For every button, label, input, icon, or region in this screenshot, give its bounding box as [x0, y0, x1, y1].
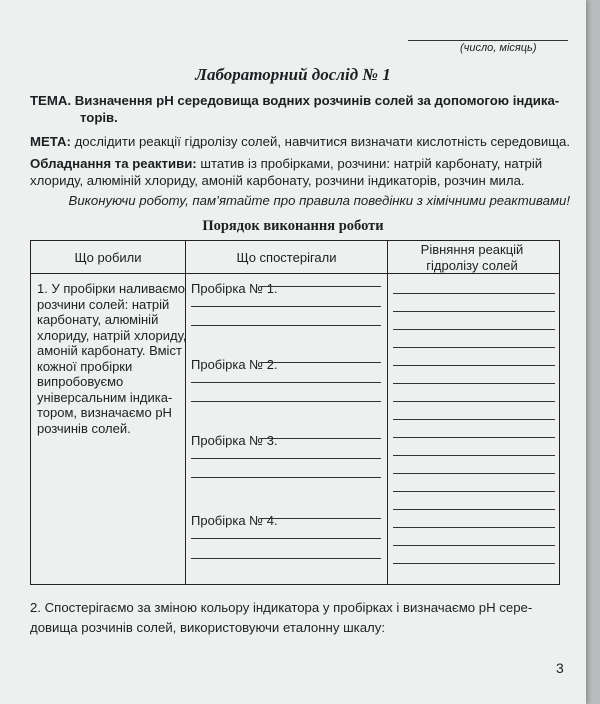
topic-text-line1: Визначення рН середовища водних розчинів солей за допомогою індика- — [74, 93, 560, 108]
equation-write-line[interactable] — [393, 365, 555, 366]
observation-write-line[interactable] — [191, 401, 381, 402]
observation-write-line[interactable] — [191, 306, 381, 307]
equation-write-line[interactable] — [393, 527, 555, 528]
tube-1-label: Пробірка № 1. — [191, 281, 278, 296]
equation-write-line[interactable] — [393, 455, 555, 456]
observation-write-line[interactable] — [191, 558, 381, 559]
observation-write-line[interactable] — [261, 438, 381, 439]
equation-write-line[interactable] — [393, 383, 555, 384]
topic-paragraph — [30, 92, 575, 126]
equation-write-line[interactable] — [393, 347, 555, 348]
equation-write-line[interactable] — [393, 401, 555, 402]
equation-write-line[interactable] — [393, 491, 555, 492]
equipment-paragraph — [30, 155, 575, 189]
goal-text: дослідити реакції гідролізу солей, навчитися визначати кислотність середовища. — [74, 134, 571, 149]
tube-3-label: Пробірка № 3. — [191, 433, 278, 448]
safety-warning: Виконуючи роботу, пам’ятайте про правила поведінки з хімічними реактивами! — [68, 193, 570, 208]
equation-write-line[interactable] — [393, 419, 555, 420]
equation-write-line[interactable] — [393, 545, 555, 546]
goal-label: МЕТА: — [30, 134, 71, 149]
observation-write-line[interactable] — [261, 362, 381, 363]
observation-write-line[interactable] — [191, 458, 381, 459]
header-what-done: Що робили — [74, 250, 142, 265]
page-title: Лабораторний дослід № 1 — [195, 65, 391, 84]
equation-write-line[interactable] — [393, 329, 555, 330]
equipment-text: штатив із пробірками, розчини: натрій карбонату, натрій хлориду, алюміній хлориду, амоній карбонату, розчини індикаторів, розчин мила. — [30, 156, 543, 188]
date-write-line[interactable] — [408, 40, 568, 41]
equation-write-line[interactable] — [393, 311, 555, 312]
tube-2-label: Пробірка № 2. — [191, 357, 278, 372]
procedure-table — [30, 240, 560, 585]
equation-write-line[interactable] — [393, 293, 555, 294]
observation-write-line[interactable] — [261, 518, 381, 519]
procedure-title: Порядок виконання роботи — [202, 218, 384, 234]
step-1-text: 1. У пробірки наливаємо розчини солей: натрій карбонату, алюміній хлориду, натрій хлориду, амоній карбонату. Вміст кожної пробірки випробовуємо універсальним індикатором, визначаємо рН розчинів солей. — [37, 281, 187, 436]
observation-write-line[interactable] — [191, 477, 381, 478]
equation-write-line[interactable] — [393, 473, 555, 474]
observation-write-line[interactable] — [191, 538, 381, 539]
header-equations: Рівняння реакцій гідролізу солей — [420, 242, 524, 273]
topic-text-line2: торів. — [80, 110, 118, 125]
observation-write-line[interactable] — [191, 382, 381, 383]
page-number: 3 — [556, 660, 564, 676]
step-2-text: 2. Спостерігаємо за зміною кольору індикатора у пробірках і визначаємо рН середовища розчинів солей, використовуючи еталонну шкалу: — [30, 600, 533, 635]
observation-write-line[interactable] — [191, 325, 381, 326]
date-caption: (число, місяць) — [460, 42, 537, 54]
tube-4-label: Пробірка № 4. — [191, 513, 278, 528]
equation-write-line[interactable] — [393, 437, 555, 438]
topic-label: ТЕМА. — [30, 93, 72, 108]
equation-write-line[interactable] — [393, 563, 555, 564]
observation-write-line[interactable] — [261, 286, 381, 287]
column-divider — [387, 241, 388, 584]
goal-paragraph — [30, 133, 575, 150]
equation-write-line[interactable] — [393, 509, 555, 510]
header-what-observed: Що спостерігали — [236, 250, 337, 265]
equipment-label: Обладнання та реактиви: — [30, 156, 197, 171]
